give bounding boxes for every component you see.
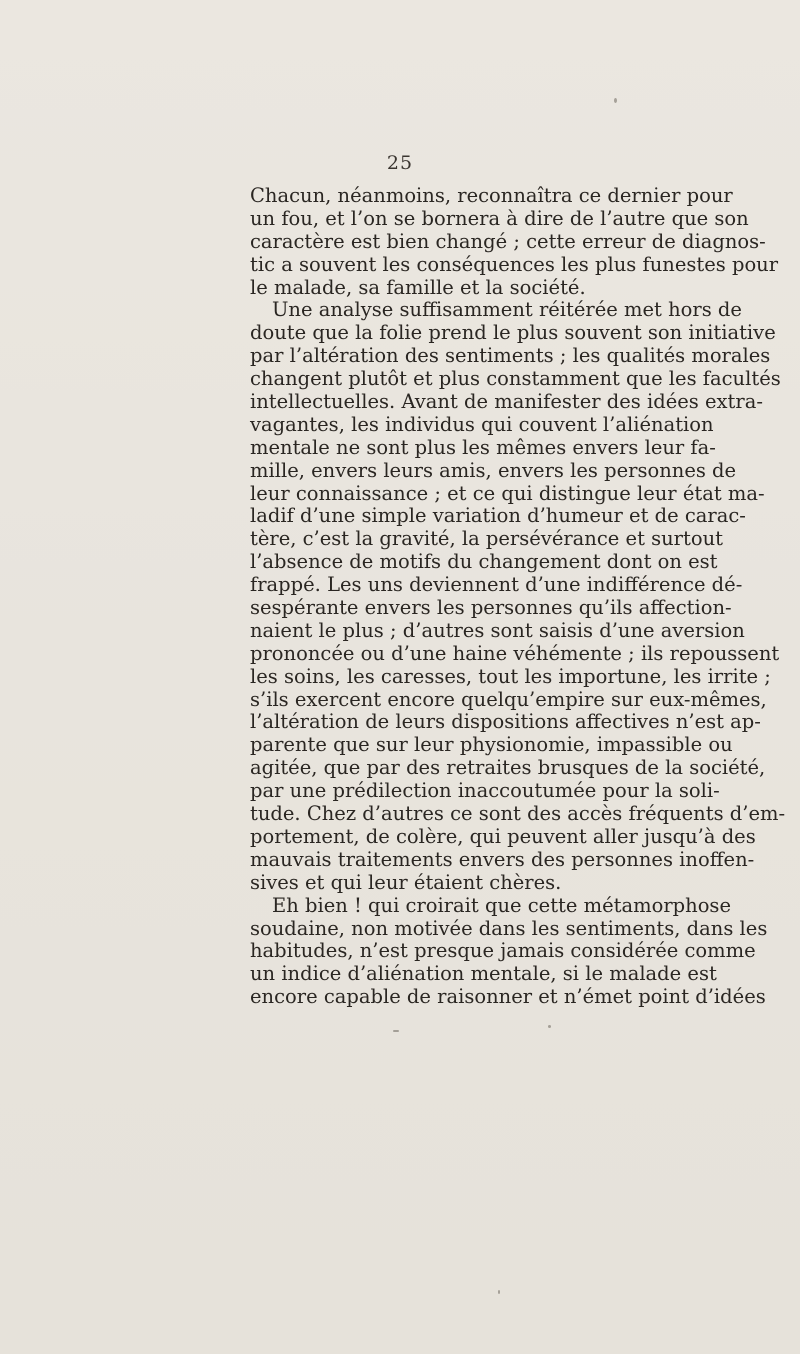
text-line: ladif d’une simple variation d’humeur et de carac- xyxy=(250,504,746,528)
text-line: sespérante envers les personnes qu’ils affection- xyxy=(250,596,732,620)
text-line: soudaine, non motivée dans les sentiments, dans les xyxy=(250,916,768,940)
text-line: tic a souvent les conséquences les plus funestes pour xyxy=(250,252,779,276)
text-line: Chacun, néanmoins, reconnaîtra ce dernier pour xyxy=(250,184,733,207)
text-line: l’absence de motifs du changement dont on est xyxy=(250,550,718,574)
text-line: portement, de colère, qui peuvent aller jusqu’à des xyxy=(250,824,756,848)
text-line: prononcée ou d’une haine véhémente ; ils repoussent xyxy=(250,641,780,665)
text-line: leur connaissance ; et ce qui distingue leur état ma- xyxy=(250,481,765,505)
paper-speck xyxy=(393,1030,399,1032)
text-line: un indice d’aliénation mentale, si le malade est xyxy=(250,962,717,986)
paper-speck xyxy=(548,1025,551,1028)
text-line: Eh bien ! qui croirait que cette métamorphose xyxy=(272,893,731,917)
text-line: agitée, que par des retraites brusques de la société, xyxy=(250,756,766,780)
text-line: mille, envers leurs amis, envers les personnes de xyxy=(250,458,737,482)
text-line: les soins, les caresses, tout les importune, les irrite ; xyxy=(250,664,771,688)
text-line: vagantes, les individus qui couvent l’aliénation xyxy=(250,412,714,436)
text-line: changent plutôt et plus constamment que les facultés xyxy=(250,367,781,391)
page-number: 25 xyxy=(386,152,414,174)
text-line: par une prédilection inaccoutumée pour la soli- xyxy=(250,779,720,803)
paper-speck xyxy=(498,1290,500,1294)
text-line: parente que sur leur physionomie, impassible ou xyxy=(250,733,733,757)
text-line: mentale ne sont plus les mêmes envers leur fa- xyxy=(250,435,716,459)
text-line: frappé. Les uns deviennent d’une indifférence dé- xyxy=(250,573,743,597)
text-line: doute que la folie prend le plus souvent son initiative xyxy=(250,321,776,345)
body-text xyxy=(250,184,786,1009)
text-line: le malade, sa famille et la société. xyxy=(250,275,586,299)
text-line: un fou, et l’on se bornera à dire de l’autre que son xyxy=(250,206,749,230)
text-line: encore capable de raisonner et n’émet point d’idées xyxy=(250,985,766,1009)
text-line: par l’altération des sentiments ; les qualités morales xyxy=(250,344,771,368)
text-line: habitudes, n’est presque jamais considérée comme xyxy=(250,939,756,963)
paper-speck xyxy=(614,98,617,103)
text-line: s’ils exercent encore quelqu’empire sur eux-mêmes, xyxy=(250,687,767,711)
text-line: intellectuelles. Avant de manifester des idées extra- xyxy=(250,390,763,414)
text-line: tude. Chez d’autres ce sont des accès fréquents d’em- xyxy=(250,802,786,826)
text-line: l’altération de leurs dispositions affectives n’est ap- xyxy=(250,710,761,734)
text-line: tère, c’est la gravité, la persévérance et surtout xyxy=(250,527,723,551)
text-line: caractère est bien changé ; cette erreur de diagnos- xyxy=(250,229,766,253)
text-line: sives et qui leur étaient chères. xyxy=(250,870,562,894)
text-line: Une analyse suffisamment réitérée met hors de xyxy=(272,298,742,322)
text-line: naient le plus ; d’autres sont saisis d’une aversion xyxy=(250,618,745,642)
text-line: mauvais traitements envers des personnes inoffen- xyxy=(250,847,755,871)
